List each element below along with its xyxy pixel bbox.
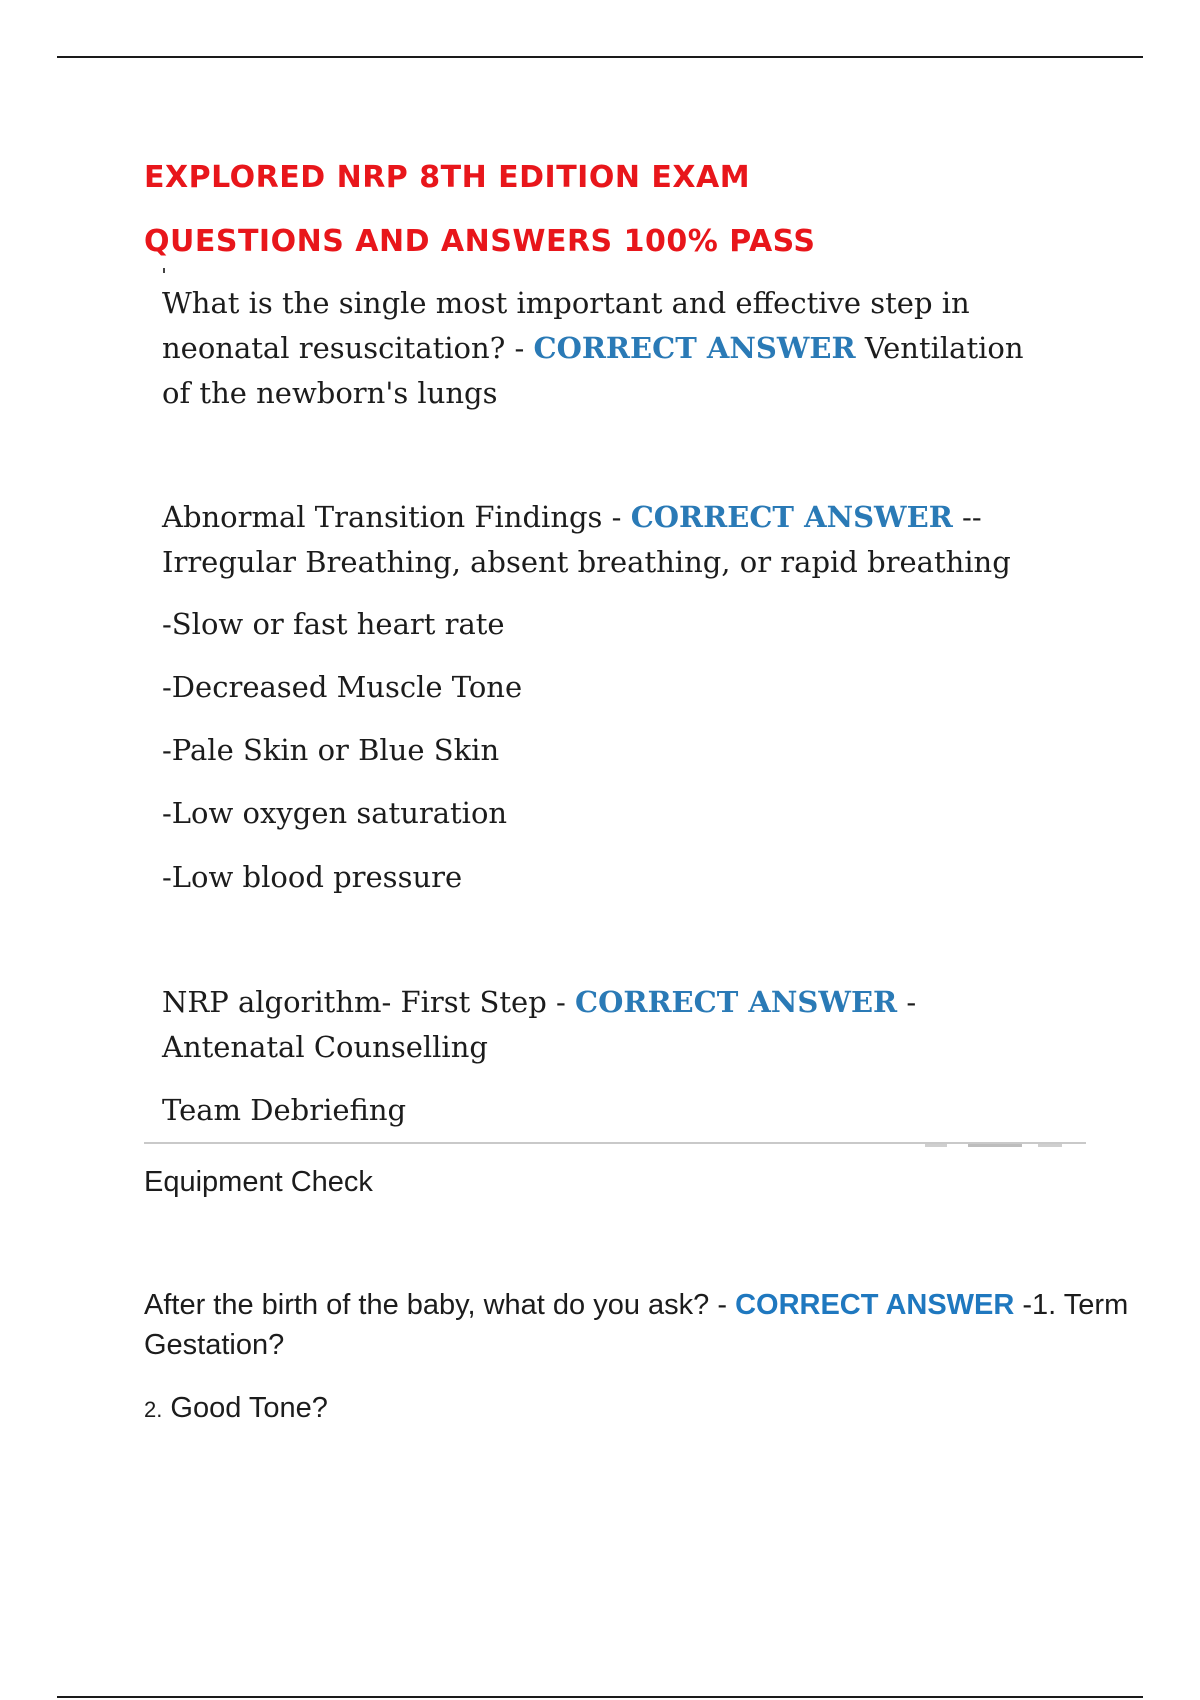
list-item: -Decreased Muscle Tone [162,670,523,704]
correct-answer-label: CORRECT ANSWER [630,500,953,534]
question-2 [162,495,1011,585]
list-item: -Slow or fast heart rate [162,607,505,641]
question-3 [162,980,916,1070]
list-item [144,1388,328,1430]
question-1-line-2 [162,326,1024,371]
faint-mark [925,1144,947,1147]
top-rule [57,56,1143,58]
question-4-answer-start: -1. Term [1014,1289,1129,1321]
question-2-answer-start: -- [952,500,982,534]
question-3-line-4: Equipment Check [144,1166,373,1198]
list-item-number: 2. [144,1397,163,1422]
stray-mark [163,268,165,273]
question-1-line-3: of the newborn's lungs [162,376,498,410]
document-title-line-1: EXPLORED NRP 8TH EDITION EXAM [144,160,751,195]
question-4-line-2: Gestation? [144,1329,285,1361]
question-3-text: NRP algorithm- First Step - [162,985,576,1019]
list-item: -Pale Skin or Blue Skin [162,733,500,767]
faint-mark [1038,1144,1062,1147]
correct-answer-label: CORRECT ANSWER [735,1289,1015,1321]
list-item: -Low oxygen saturation [162,796,508,830]
correct-answer-label: CORRECT ANSWER [575,985,898,1019]
question-4-text: After the birth of the baby, what do you ask? - [144,1289,736,1321]
question-4-line-1 [144,1285,1128,1325]
question-2-text: Abnormal Transition Findings - [162,500,631,534]
question-3-line-2: Antenatal Counselling [162,1030,488,1064]
list-item-text: Good Tone? [162,1392,328,1424]
question-3-answer-start: - [897,985,917,1019]
question-1-answer: Ventilation [855,331,1024,365]
document-title-line-2: QUESTIONS AND ANSWERS 100% PASS [144,224,816,259]
question-3-line-1 [162,980,916,1025]
list-item: -Low blood pressure [162,860,463,894]
question-1-text: neonatal resuscitation? - [162,331,534,365]
question-2-line-1 [162,495,1011,540]
faint-mark [968,1144,1022,1147]
question-1-line-1: What is the single most important and effective step in [162,286,970,320]
question-1 [162,281,1024,416]
bottom-rule [57,1696,1143,1698]
question-3-line-3: Team Debriefing [162,1093,407,1127]
question-2-line-2: Irregular Breathing, absent breathing, or rapid breathing [162,545,1011,579]
correct-answer-label: CORRECT ANSWER [533,331,856,365]
